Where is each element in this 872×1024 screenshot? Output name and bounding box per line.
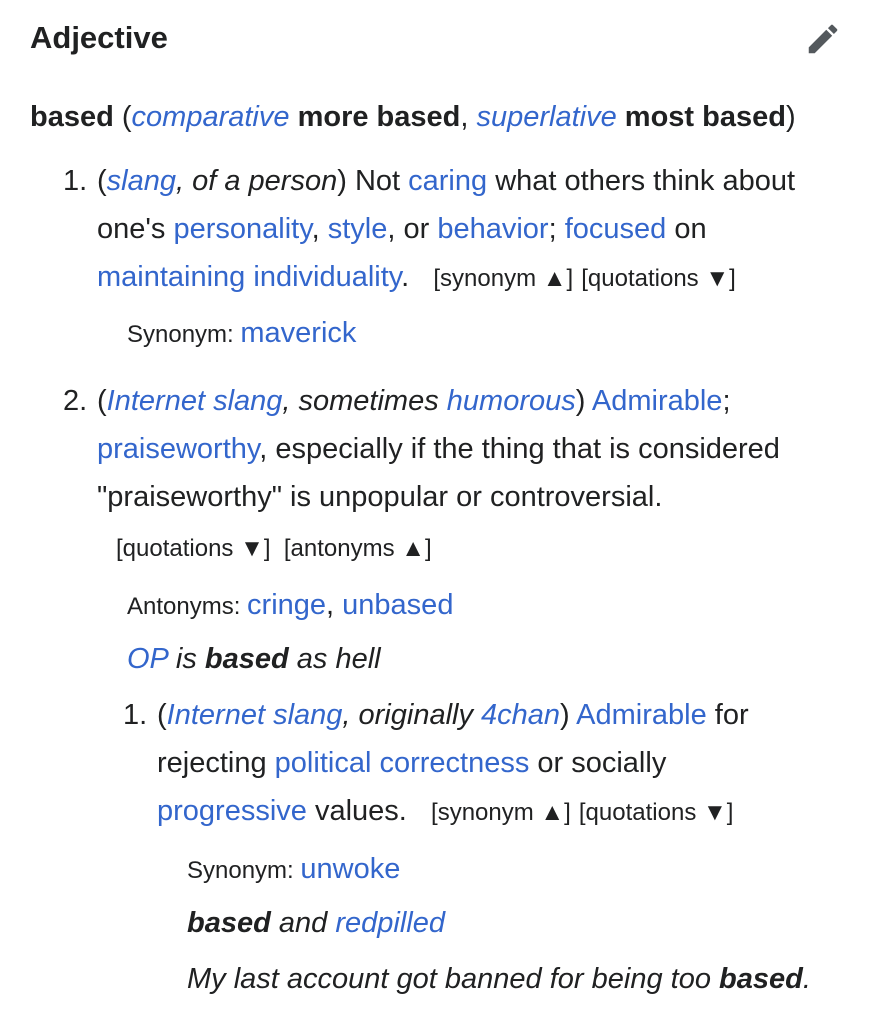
link-op[interactable]: OP xyxy=(127,643,168,675)
headword: based xyxy=(30,101,114,133)
quotations-toggle[interactable]: [quotations ▼] xyxy=(578,799,734,826)
pencil-icon xyxy=(804,20,842,58)
paren: ( xyxy=(97,385,107,417)
text: . xyxy=(401,261,410,293)
link-behavior[interactable]: behavior xyxy=(437,213,549,245)
quotations-toggle[interactable]: [quotations ▼] xyxy=(581,265,736,292)
link-individuality[interactable]: individuality xyxy=(253,261,402,293)
text: , xyxy=(311,213,328,245)
link-caring[interactable]: caring xyxy=(408,165,488,197)
text: what others think about xyxy=(487,165,796,197)
paren: ( xyxy=(97,165,107,197)
comparative-form: more based xyxy=(289,101,461,133)
edit-button[interactable] xyxy=(804,20,842,58)
sense-2 xyxy=(63,377,837,521)
link-style[interactable]: style xyxy=(327,213,388,245)
bold-term: based xyxy=(187,907,271,939)
link-redpilled[interactable]: redpilled xyxy=(335,907,445,939)
synonym-line xyxy=(127,309,356,359)
paren-close: ) xyxy=(785,101,796,133)
paren: ( xyxy=(157,699,167,731)
separator: , xyxy=(326,589,343,621)
bold-term: based xyxy=(204,643,289,675)
text: "praiseworthy" is unpopular or controversial. xyxy=(97,481,663,513)
label-sep: , xyxy=(176,165,193,197)
superlative-link[interactable]: superlative xyxy=(476,101,617,133)
link-focused[interactable]: focused xyxy=(564,213,667,245)
usage-example xyxy=(127,635,381,683)
text: on xyxy=(666,213,707,245)
antonym-cringe-link[interactable]: cringe xyxy=(247,589,327,621)
comparative-link[interactable]: comparative xyxy=(131,101,290,133)
text: , or xyxy=(387,213,438,245)
label-of-a-person: of a person xyxy=(192,165,338,197)
sense-number: 2. xyxy=(63,385,88,417)
headword-line xyxy=(30,93,850,141)
label-internet-slang-link[interactable]: Internet slang xyxy=(166,699,343,731)
synonym-label: Synonym: xyxy=(187,857,301,884)
superlative-form: most based xyxy=(616,101,786,133)
bold-term: based xyxy=(719,963,803,995)
antonym-label: Antonyms: xyxy=(127,593,248,620)
sense-number: 1. xyxy=(63,165,88,197)
usage-example xyxy=(187,955,811,1003)
synonym-maverick-link[interactable]: maverick xyxy=(240,317,357,349)
label-sep: , originally xyxy=(342,699,482,731)
usage-example xyxy=(187,899,445,947)
synonym-line xyxy=(187,845,400,895)
paren: ) xyxy=(575,385,592,417)
sense-1 xyxy=(63,157,837,303)
text: and xyxy=(270,907,336,939)
text: Not xyxy=(354,165,409,197)
paren: ) xyxy=(337,165,355,197)
subsense-1 xyxy=(123,691,847,837)
toggle-line xyxy=(116,525,432,573)
link-personality[interactable]: personality xyxy=(173,213,312,245)
text: one's xyxy=(97,213,174,245)
text: values. xyxy=(306,795,407,827)
text: ; xyxy=(722,385,731,417)
label-internet-slang-link[interactable]: Internet slang xyxy=(106,385,283,417)
link-admirable[interactable]: Admirable xyxy=(576,699,707,731)
link-political-correctness[interactable]: political correctness xyxy=(274,747,530,779)
label-humorous-link[interactable]: humorous xyxy=(446,385,576,417)
text: for xyxy=(706,699,749,731)
text: My last account got banned for being too xyxy=(187,963,720,995)
paren-open: ( xyxy=(113,101,132,133)
synonym-unwoke-link[interactable]: unwoke xyxy=(300,853,401,885)
synonym-toggle[interactable]: [synonym ▲] xyxy=(431,799,571,826)
link-progressive[interactable]: progressive xyxy=(157,795,307,827)
label-sep: , sometimes xyxy=(282,385,447,417)
section-heading: Adjective xyxy=(30,20,168,55)
link-maintaining[interactable]: maintaining xyxy=(97,261,246,293)
paren: ) xyxy=(560,699,577,731)
text: or socially xyxy=(529,747,667,779)
separator: , xyxy=(460,101,477,133)
text: is xyxy=(167,643,205,675)
synonym-toggle[interactable]: [synonym ▲] xyxy=(433,265,574,292)
link-praiseworthy[interactable]: praiseworthy xyxy=(97,433,260,465)
label-4chan-link[interactable]: 4chan xyxy=(481,699,561,731)
antonym-unbased-link[interactable]: unbased xyxy=(342,589,454,621)
antonyms-toggle[interactable]: [antonyms ▲] xyxy=(283,535,432,562)
quotations-toggle[interactable]: [quotations ▼] xyxy=(116,535,271,562)
sense-number: 1. xyxy=(123,699,148,731)
text: rejecting xyxy=(157,747,275,779)
synonym-label: Synonym: xyxy=(127,321,241,348)
link-admirable[interactable]: Admirable xyxy=(591,385,723,417)
text: , especially if the thing that is considered xyxy=(259,433,780,465)
text: . xyxy=(802,963,811,995)
text: ; xyxy=(548,213,565,245)
label-slang-link[interactable]: slang xyxy=(106,165,176,197)
antonym-line xyxy=(127,581,453,631)
text: as hell xyxy=(288,643,381,675)
